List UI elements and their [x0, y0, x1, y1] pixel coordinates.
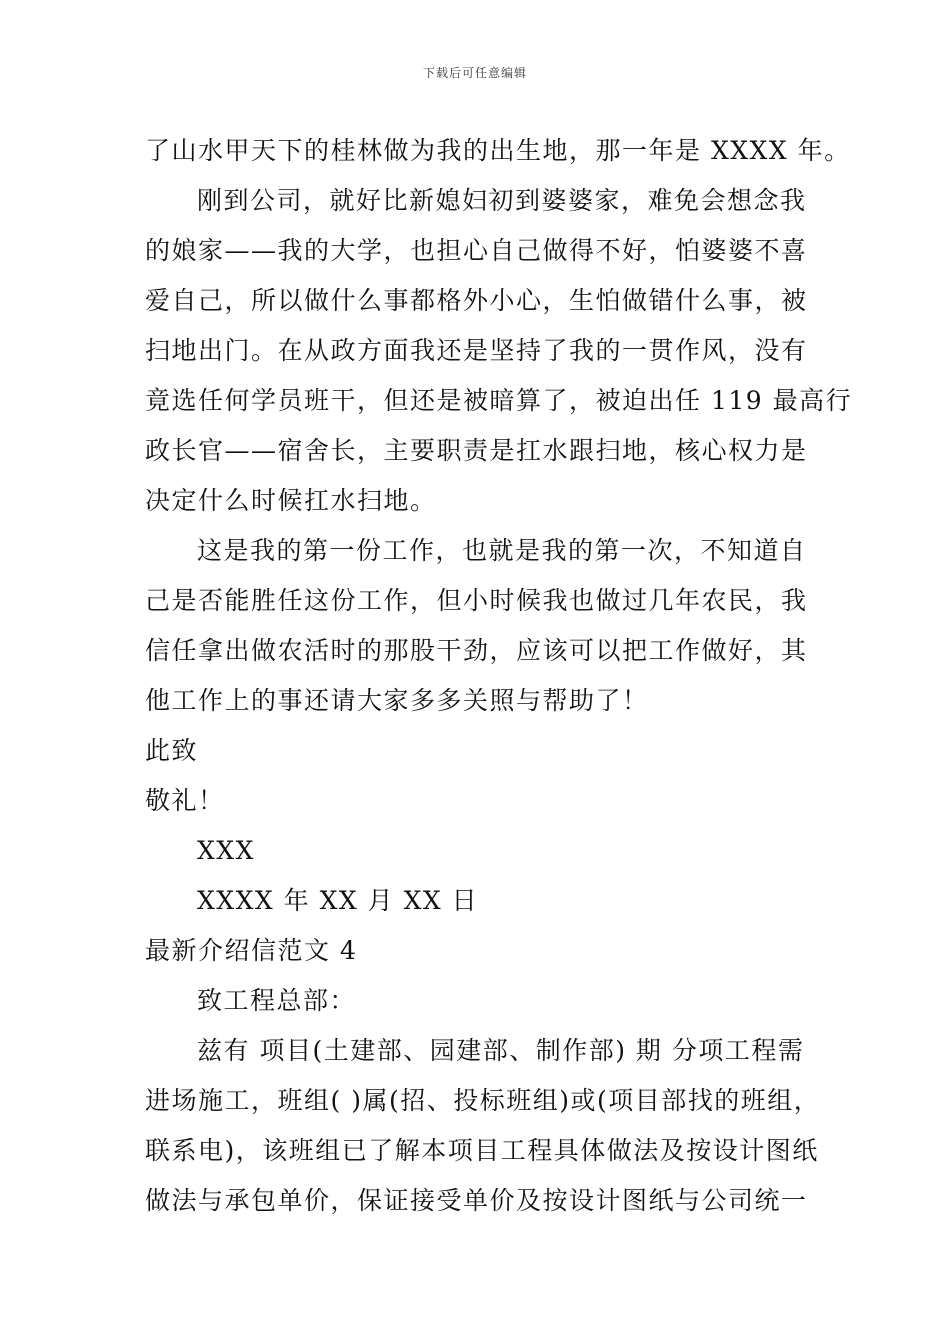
- text-line: 刚到公司，就好比新媳妇初到婆婆家，难免会想念我: [197, 186, 807, 215]
- text-line: 扫地出门。在从政方面我还是坚持了我的一贯作风，没有: [145, 336, 808, 365]
- closing-salutation: 此致: [145, 736, 199, 765]
- text-line: 了山水甲天下的桂林做为我的出生地，那一年是 XXXX 年。: [145, 136, 851, 165]
- text-line: 竟选任何学员班干，但还是被暗算了，被迫出任 119 最高行: [145, 386, 853, 415]
- text-line: 做法与承包单价，保证接受单价及按设计图纸与公司统一: [145, 1186, 808, 1215]
- signature-date: XXXX 年 XX 月 XX 日: [197, 886, 479, 915]
- text-line: 政长官——宿舍长，主要职责是扛水跟扫地，核心权力是: [145, 436, 808, 465]
- header-note: 下载后可任意编辑: [422, 66, 527, 80]
- signature-name: XXX: [197, 836, 255, 865]
- document-body: [145, 126, 853, 1226]
- text-line: 他工作上的事还请大家多多关照与帮助了！: [145, 686, 649, 715]
- section-title: 最新介绍信范文 4: [145, 936, 358, 965]
- text-line: 信任拿出做农活时的那股干劲，应该可以把工作做好，其: [145, 636, 808, 665]
- text-line: 的娘家——我的大学，也担心自己做得不好，怕婆婆不喜: [145, 236, 808, 265]
- text-line: 这是我的第一份工作，也就是我的第一次，不知道自: [197, 536, 807, 565]
- text-line: 己是否能胜任这份工作，但小时候我也做过几年农民，我: [145, 586, 808, 615]
- text-line: 进场施工，班组( )属(招、投标班组)或(项目部找的班组，: [145, 1086, 821, 1115]
- text-line: 兹有 项目(土建部、园建部、制作部) 期 分项工程需: [197, 1036, 805, 1065]
- closing-regards: 敬礼！: [145, 786, 225, 815]
- text-line: 联系电)，该班组已了解本项目工程具体做法及按设计图纸: [145, 1136, 819, 1165]
- letter-addressee: 致工程总部：: [197, 986, 357, 1015]
- text-line: 决定什么时候扛水扫地。: [145, 486, 437, 515]
- text-line: 爱自己，所以做什么事都格外小心，生怕做错什么事，被: [145, 286, 808, 315]
